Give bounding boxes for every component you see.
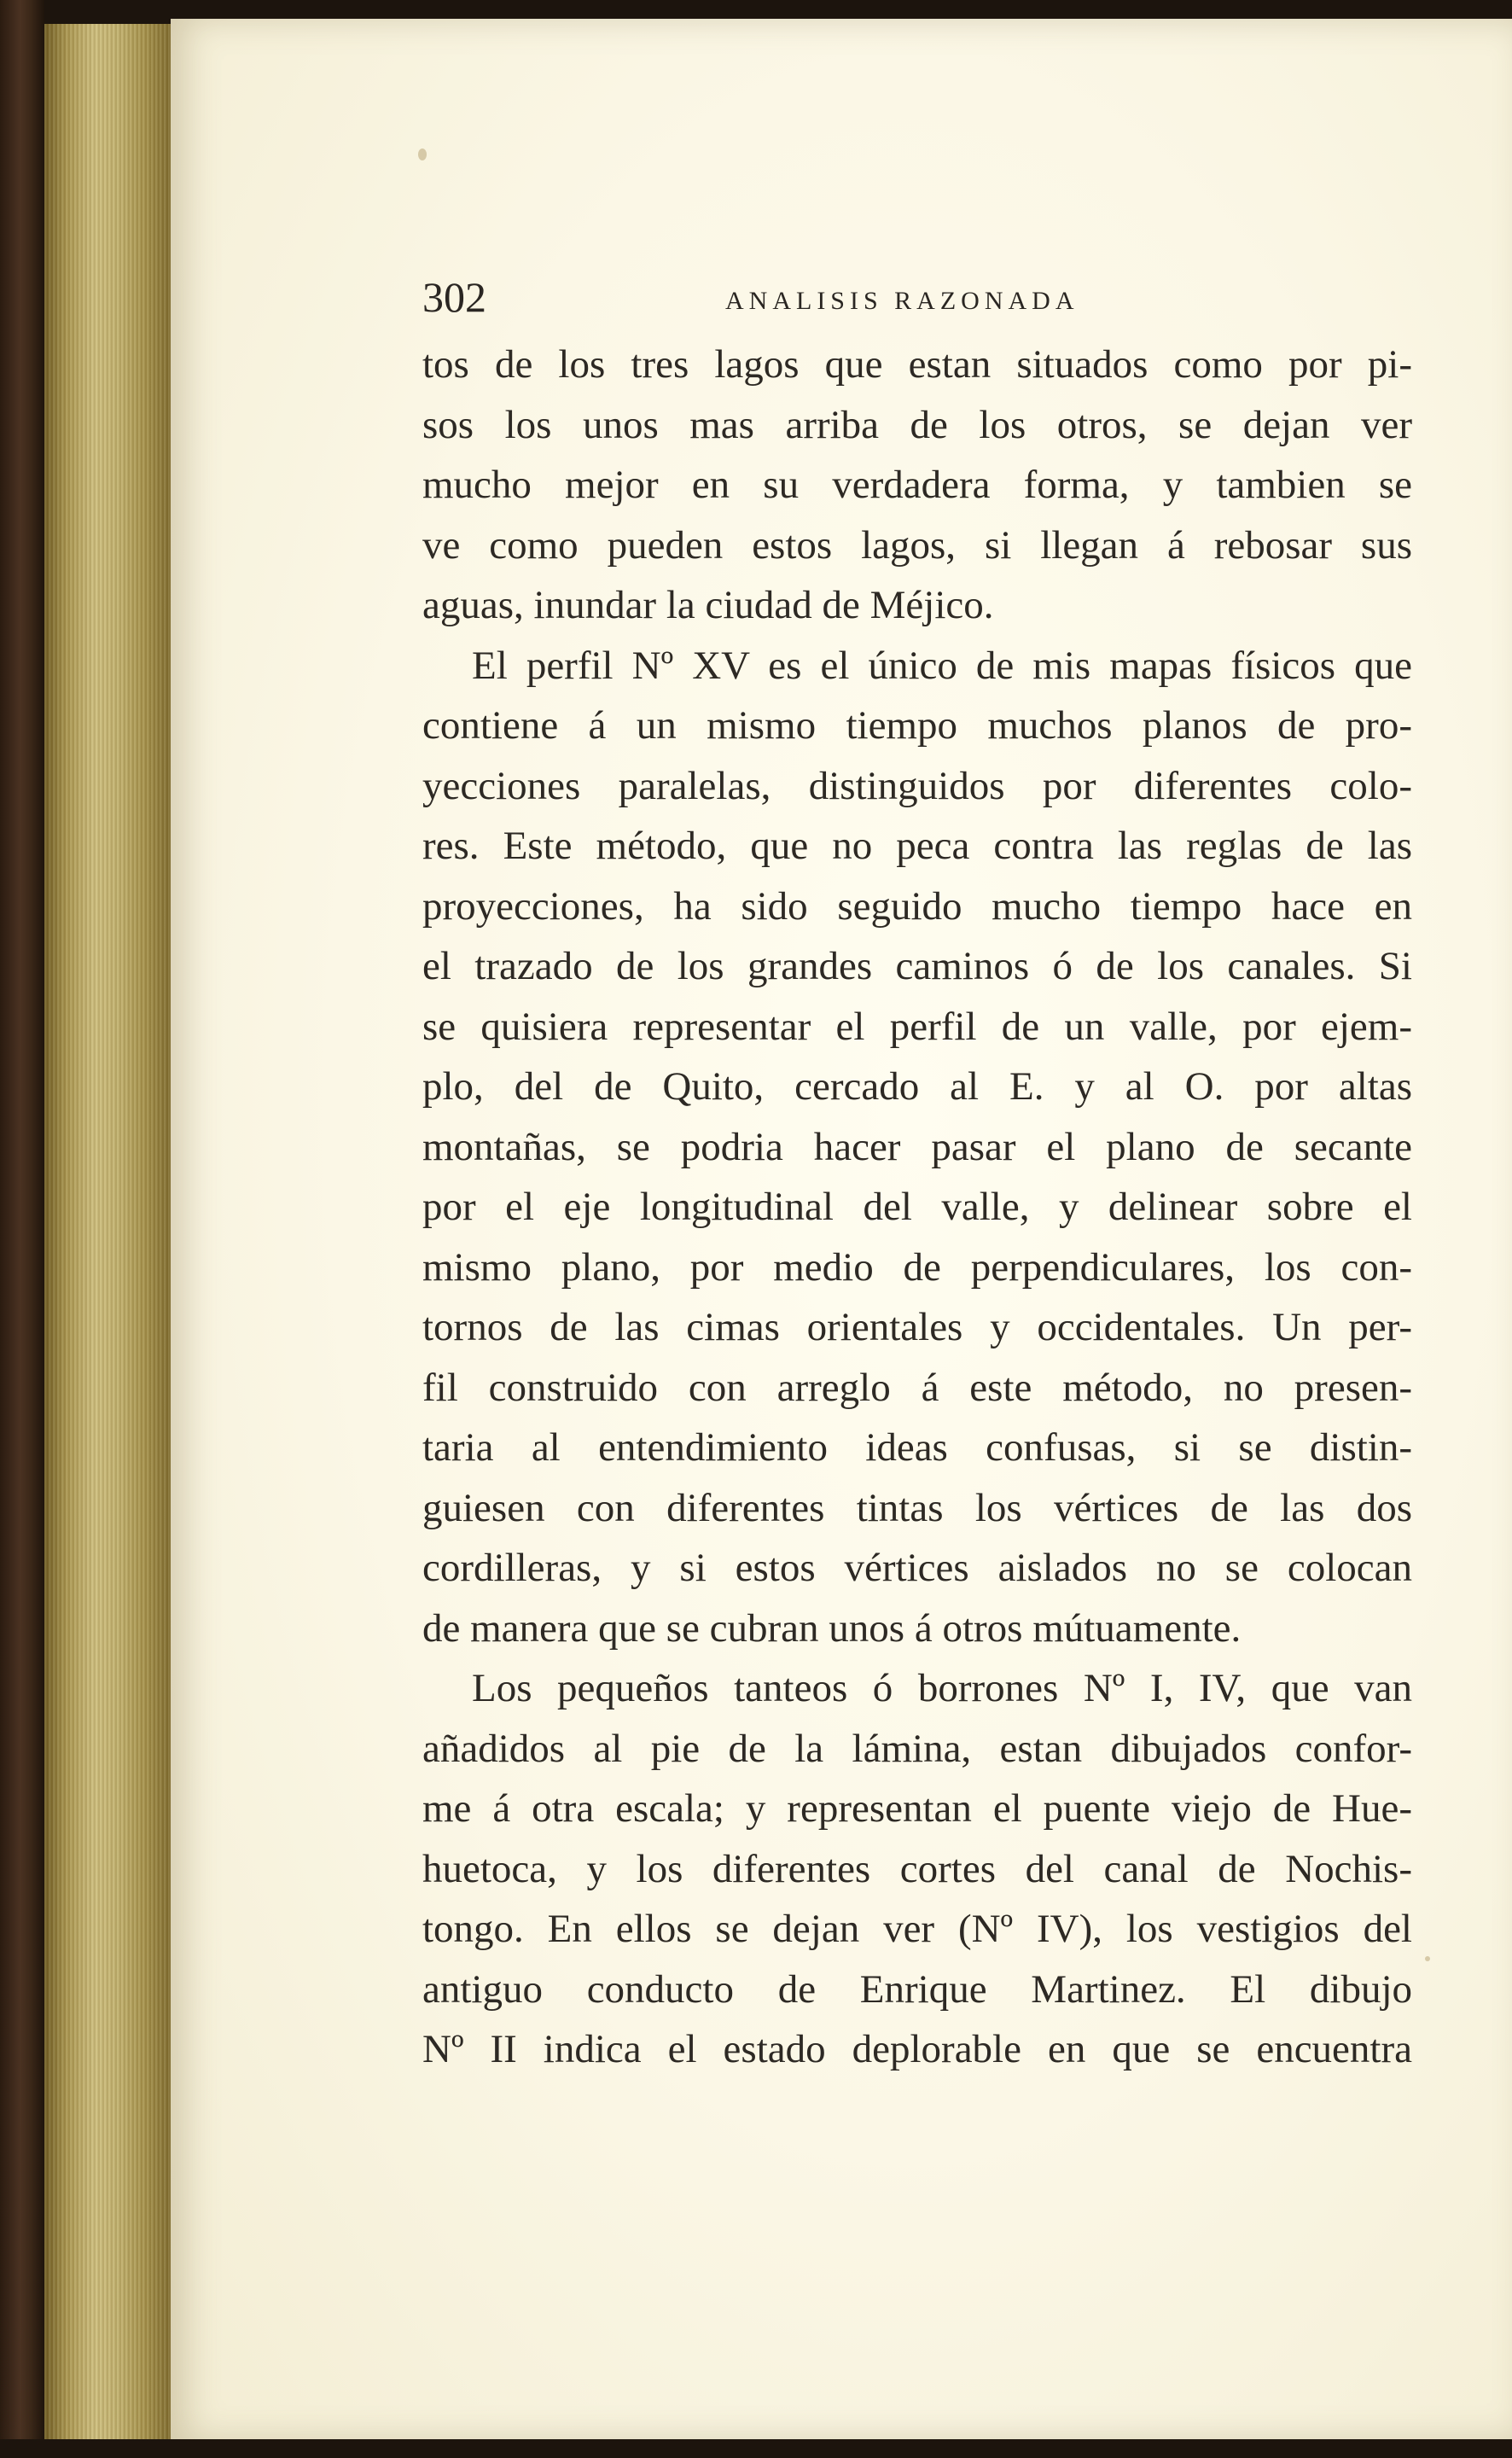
text-line: añadidos al pie de la lámina, estan dibujados confor- bbox=[422, 1726, 1412, 1771]
text-line: mismo plano, por medio de perpendiculares, los con- bbox=[422, 1244, 1412, 1290]
text-line: yecciones paralelas, distinguidos por diferentes colo- bbox=[422, 763, 1412, 808]
text-line: Los pequeños tanteos ó borrones Nº I, IV, que van bbox=[472, 1666, 1412, 1710]
text-line: contiene á un mismo tiempo muchos planos de pro- bbox=[422, 703, 1412, 748]
text-line: se quisiera representar el perfil de un valle, por ejem- bbox=[422, 1004, 1412, 1049]
foxing-spot bbox=[1425, 1956, 1430, 1961]
text-line: montañas, se podria hacer pasar el plano de secante bbox=[422, 1124, 1412, 1169]
text-line: ve como pueden estos lagos, si llegan á rebosar sus bbox=[422, 522, 1412, 568]
text-line: aguas, inundar la ciudad de Méjico. bbox=[422, 583, 994, 627]
text-line: cordilleras, y si estos vértices aislados no se colocan bbox=[422, 1546, 1412, 1590]
text-line: por el eje longitudinal del valle, y delinear sobre el bbox=[422, 1185, 1412, 1229]
running-head: ANALISIS RAZONADA bbox=[725, 287, 1079, 315]
text-line: antiguo conducto de Enrique Martinez. El dibujo bbox=[422, 1966, 1412, 2012]
page-bottom-shadow bbox=[0, 2439, 1512, 2458]
gilt-page-edges bbox=[44, 24, 171, 2439]
page-number: 302 bbox=[422, 273, 486, 321]
text-line: guiesen con diferentes tintas los vértices de las dos bbox=[422, 1485, 1412, 1530]
text-line: fil construido con arreglo á este método, no presen- bbox=[422, 1365, 1412, 1410]
body-text bbox=[422, 335, 1412, 2080]
page-header bbox=[422, 271, 1412, 323]
text-line: El perfil Nº XV es el único de mis mapas físicos que bbox=[472, 643, 1412, 688]
book-cover-edge bbox=[0, 0, 44, 2458]
text-line: el trazado de los grandes caminos ó de los canales. Si bbox=[422, 944, 1412, 988]
text-line: tornos de las cimas orientales y occidentales. Un per- bbox=[422, 1305, 1412, 1349]
text-line: plo, del de Quito, cercado al E. y al O. por altas bbox=[422, 1064, 1412, 1109]
text-line: res. Este método, que no peca contra las reglas de las bbox=[422, 824, 1412, 868]
text-line: huetoca, y los diferentes cortes del canal de Nochis- bbox=[422, 1846, 1412, 1891]
foxing-spot bbox=[418, 149, 427, 160]
text-line: taria al entendimiento ideas confusas, si se distin- bbox=[422, 1425, 1412, 1470]
text-line: proyecciones, ha sido seguido mucho tiempo hace en bbox=[422, 883, 1412, 929]
text-line: de manera que se cubran unos á otros mútuamente. bbox=[422, 1605, 1242, 1651]
text-line: mucho mejor en su verdadera forma, y tambien se bbox=[422, 463, 1412, 507]
text-line: me á otra escala; y representan el puente viejo de Hue- bbox=[422, 1786, 1412, 1831]
text-line: Nº II indica el estado deplorable en que se encuentra bbox=[422, 2027, 1412, 2071]
text-line: tos de los tres lagos que estan situados como por pi- bbox=[422, 342, 1412, 387]
text-line: sos los unos mas arriba de los otros, se dejan ver bbox=[422, 402, 1412, 447]
text-line: tongo. En ellos se dejan ver (Nº IV), los vestigios del bbox=[422, 1907, 1412, 1951]
